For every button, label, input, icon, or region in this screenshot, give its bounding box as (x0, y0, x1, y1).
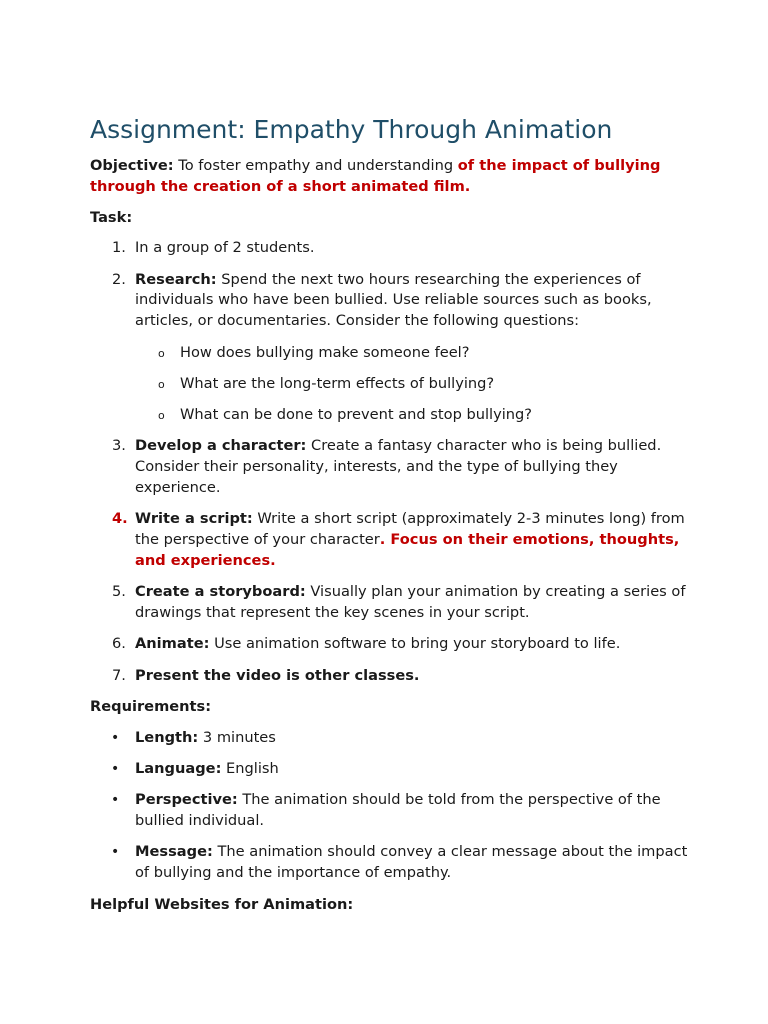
task-number: 4. (112, 510, 128, 528)
bullet-icon: • (111, 729, 120, 746)
task-item-3 (90, 436, 690, 498)
task-text: Use animation software to bring your storyboard to life. (209, 635, 621, 653)
page-title: Assignment: Empathy Through Animation (90, 115, 613, 144)
requirement-label: Message: (135, 843, 213, 861)
requirement-text: The animation should convey a clear message about the impact of bullying and the importance of empathy. (135, 843, 688, 882)
task-item-5 (90, 582, 690, 624)
task-label: Write a script: (135, 510, 253, 528)
task-list (90, 238, 690, 686)
task-label: Research: (135, 270, 217, 288)
task-item-7 (90, 666, 690, 687)
task-number: 5. (112, 583, 126, 601)
task-number: 1. (112, 239, 126, 257)
question-item (135, 343, 690, 364)
requirement-item (90, 790, 690, 832)
objective-paragraph (90, 156, 690, 198)
task-text: Create a fantasy character who is being bullied. Consider their personality, interests, and the type of bullying they experience. (135, 437, 662, 497)
objective-text: To foster empathy and understanding (173, 157, 458, 174)
question-text: What are the long-term effects of bullying? (180, 374, 495, 392)
requirement-label: Length: (135, 728, 199, 746)
task-number: 6. (112, 635, 126, 653)
requirement-item (90, 728, 690, 749)
task-number: 7. (112, 666, 126, 684)
question-text: How does bullying make someone feel? (180, 343, 470, 361)
requirement-label: Language: (135, 760, 222, 778)
question-text: What can be done to prevent and stop bullying? (180, 406, 533, 424)
requirement-text: 3 minutes (198, 728, 276, 746)
objective-label: Objective: (90, 157, 174, 174)
requirements-list (90, 728, 690, 884)
circle-bullet-icon: o (158, 409, 165, 423)
task-label: Animate: (135, 635, 210, 653)
question-item (135, 405, 690, 426)
task-item-2 (90, 270, 690, 426)
requirements-heading: Requirements: (90, 697, 212, 715)
task-text: Write a short script (approximately 2-3 minutes long) from the perspective of your character (135, 510, 685, 549)
circle-bullet-icon: o (158, 377, 165, 391)
bullet-icon: • (111, 844, 120, 861)
task-item-1 (90, 238, 690, 259)
objective-highlight: of the impact of bullying through the creation of a short animated film. (90, 157, 661, 195)
task-text: In a group of 2 students. (135, 239, 315, 257)
document-page (90, 112, 690, 925)
task-item-6 (90, 634, 690, 655)
requirement-text: English (221, 760, 279, 778)
question-item (135, 374, 690, 395)
task-text: Visually plan your animation by creating a series of drawings that represent the key scenes in your script. (135, 583, 686, 622)
task-number: 3. (112, 437, 126, 455)
bullet-icon: • (111, 761, 120, 778)
helpful-websites-heading: Helpful Websites for Animation: (90, 895, 354, 913)
task-label: Develop a character: (135, 437, 307, 455)
circle-bullet-icon: o (158, 346, 165, 360)
task-highlight: . Focus on their emotions, thoughts, and experiences. (135, 531, 680, 569)
requirement-item (90, 759, 690, 780)
requirement-item (90, 842, 690, 884)
bullet-icon: • (111, 792, 120, 809)
task-number: 2. (112, 270, 126, 288)
task-label: Create a storyboard: (135, 583, 306, 601)
requirement-label: Perspective: (135, 791, 238, 809)
task-heading: Task: (90, 208, 133, 226)
task-label: Present the video is other classes. (135, 666, 420, 684)
task-text: Spend the next two hours researching the experiences of individuals who have been bullied. Use reliable sources such as books, articles, or documentaries. Consider the following questions: (135, 270, 652, 330)
task-item-4 (90, 509, 690, 571)
requirement-text: The animation should be told from the perspective of the bullied individual. (135, 791, 661, 830)
question-list (135, 343, 690, 426)
